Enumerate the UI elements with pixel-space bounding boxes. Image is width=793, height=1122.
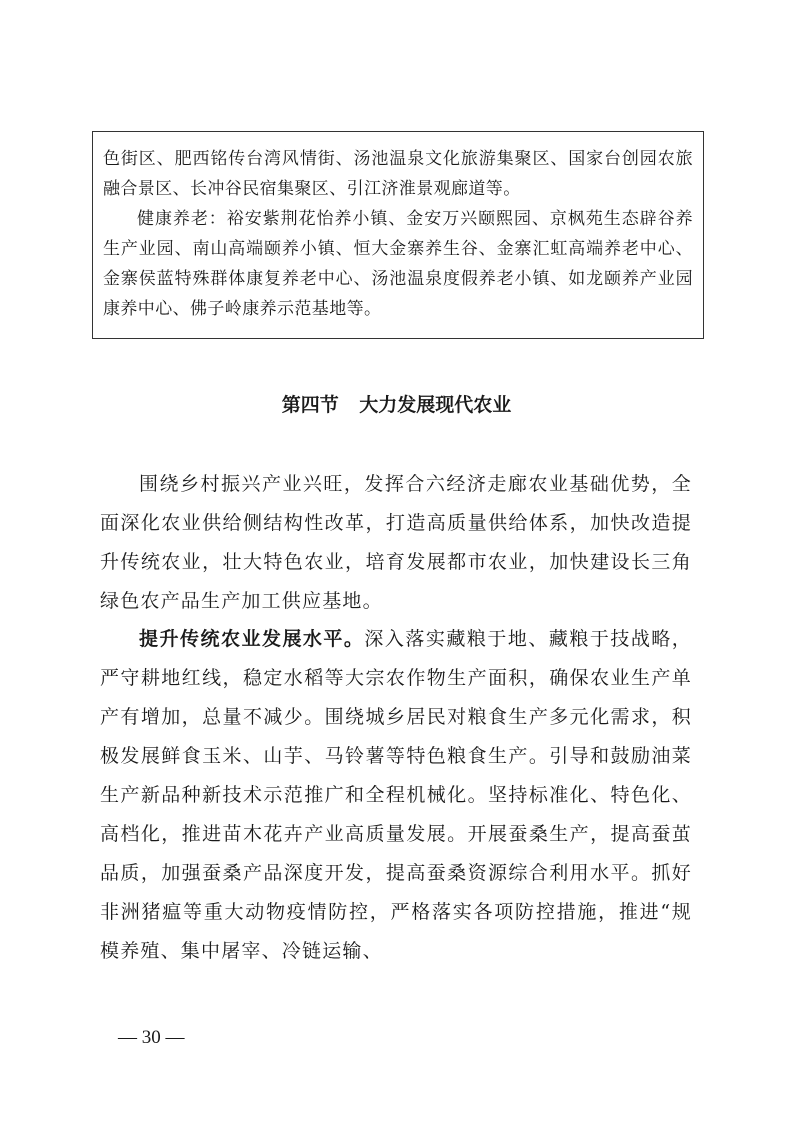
paragraph-intro-text: 围绕乡村振兴产业兴旺，发挥合六经济走廊农业基础优势，全面深化农业供给侧结构性改革，打造高质量供给体系，加快改造提升传统农业，壮大特色农业，培育发展都市农业，加快建设长三角绿色农产品生产加工供应基地。 (100, 473, 692, 612)
info-box (92, 131, 704, 339)
paragraph-traditional-agriculture (100, 620, 692, 971)
page-number: — 30 — (118, 1027, 185, 1048)
box-text-tourism: 色街区、肥西铭传台湾风情街、汤池温泉文化旅游集聚区、国家台创园农旅融合景区、长冲谷民宿集聚区、引江济淮景观廊道等。 (103, 149, 693, 199)
paragraph-body: 深入落实藏粮于地、藏粮于技战略，严守耕地红线，稳定水稻等大宗农作物生产面积，确保农业生产单产有增加，总量不减少。围绕城乡居民对粮食生产多元化需求，积极发展鲜食玉米、山芋、马铃薯等特色粮食生产。引导和鼓励油菜生产新品种新技术示范推广和全程机械化。坚持标准化、特色化、高档化，推进苗木花卉产业高质量发展。开展蚕桑生产，提高蚕茧品质，加强蚕桑产品深度开发，提高蚕桑资源综合利用水平。抓好非洲猪瘟等重大动物疫情防控，严格落实各项防控措施，推进“规模养殖、集中屠宰、冷链运输、 (100, 628, 693, 962)
paragraph-lead-heading: 提升传统农业发展水平。 (139, 628, 365, 650)
paragraph-intro (100, 465, 692, 621)
paragraph-traditional-agriculture-text (100, 620, 692, 971)
box-text-health-care: 健康养老：裕安紫荆花怡养小镇、金安万兴颐熙园、京枫苑生态辟谷养生产业园、南山高端颐养小镇、恒大金寨养生谷、金寨汇虹高端养老中心、金寨侯蓝特殊群体康复养老中心、汤池温泉度假养老小镇、如龙颐养产业园康养中心、佛子岭康养示范基地等。 (103, 209, 693, 319)
section-title: 第四节 大力发展现代农业 (281, 394, 512, 416)
